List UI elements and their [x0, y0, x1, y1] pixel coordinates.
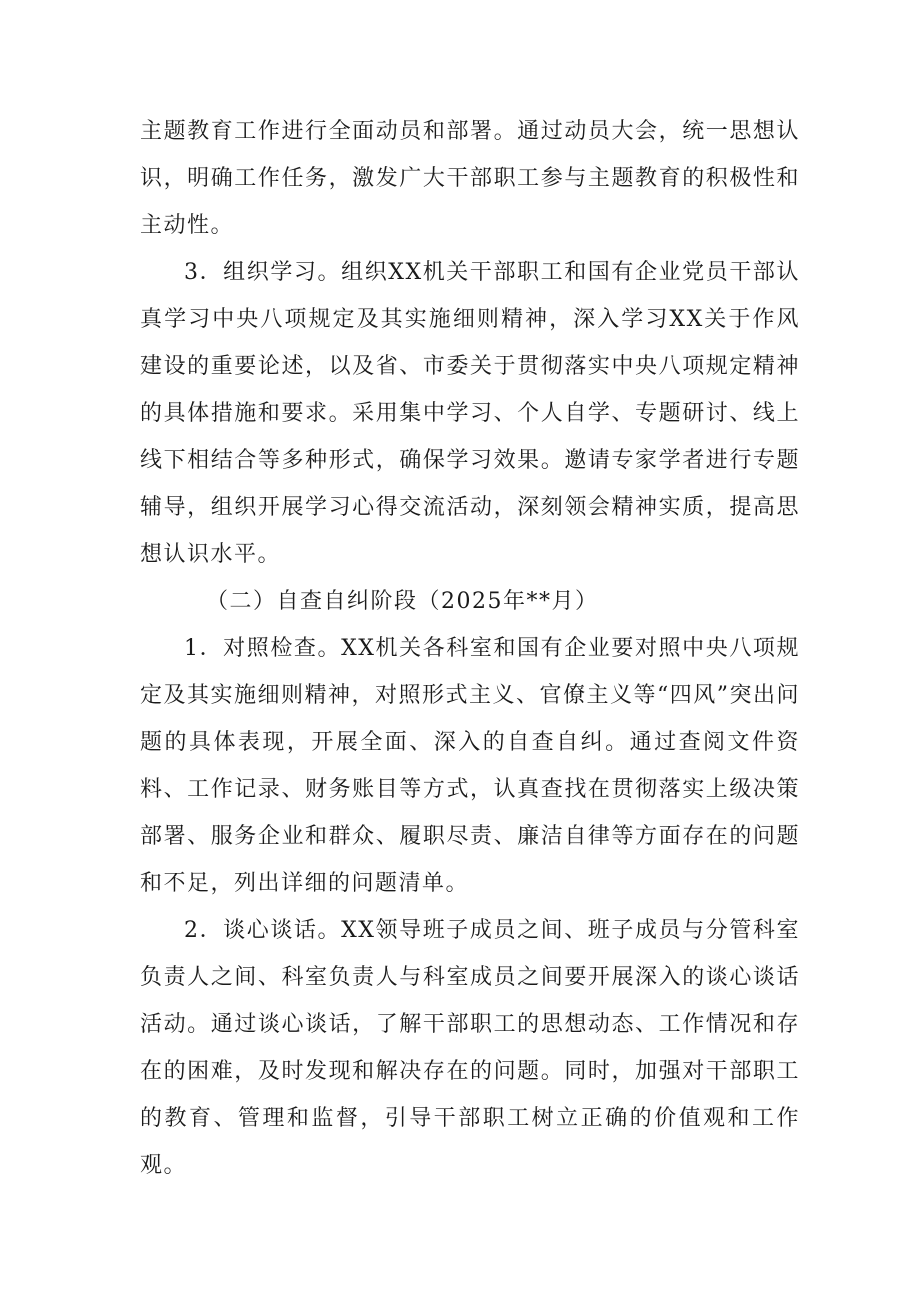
document-body: [140, 108, 800, 1189]
paragraph-continuation: 主题教育工作进行全面动员和部署。通过动员大会，统一思想认识，明确工作任务，激发广大干部职工参与主题教育的积极性和主动性。: [140, 119, 800, 238]
paragraph-item-2-talk: 2．谈心谈话。XX领导班子成员之间、班子成员与分管科室负责人之间、科室负责人与科室成员之间要开展深入的谈心谈话活动。通过谈心谈话，了解干部职工的思想动态、工作情况和存在的困难，及时发现和解决存在的问题。同时，加强对干部职工的教育、管理和监督，引导干部职工树立正确的价值观和工作观。: [140, 918, 800, 1178]
section-heading-self-inspection: （二）自查自纠阶段（2025年**月）: [206, 589, 599, 614]
paragraph-item-1-check: 1．对照检查。XX机关各科室和国有企业要对照中央八项规定及其实施细则精神，对照形式主义、官僚主义等“四风”突出问题的具体表现，开展全面、深入的自查自纠。通过查阅文件资料、工作记录、财务账目等方式，认真查找在贯彻落实上级决策部署、服务企业和群众、履职尽责、廉洁自律等方面存在的问题和不足，列出详细的问题清单。: [140, 636, 800, 896]
paragraph-item-3-organize-study: 3．组织学习。组织XX机关干部职工和国有企业党员干部认真学习中央八项规定及其实施细则精神，深入学习XX关于作风建设的重要论述，以及省、市委关于贯彻落实中央八项规定精神的具体措施和要求。采用集中学习、个人自学、专题研讨、线上线下相结合等多种形式，确保学习效果。邀请专家学者进行专题辅导，组织开展学习心得交流活动，深刻领会精神实质，提高思想认识水平。: [140, 260, 800, 567]
